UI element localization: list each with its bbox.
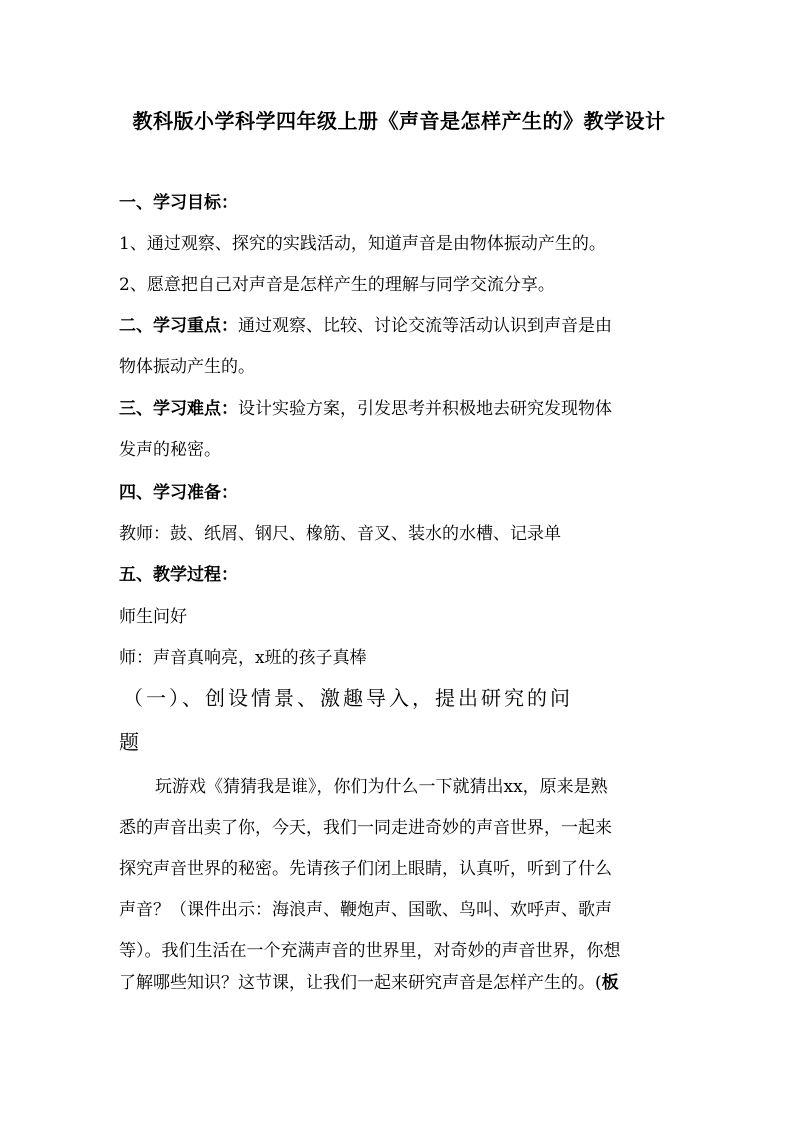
paragraph-line-3: 探究声音世界的秘密。先请孩子们闭上眼睛，认真听，听到了什么	[119, 859, 612, 879]
key-points-line	[119, 314, 612, 338]
difficulty-label: 三、学习难点：	[119, 399, 238, 419]
difficulty-text: 设计实验方案，引发思考并积极地去研究发现物体	[238, 399, 612, 419]
difficulty-line	[119, 397, 612, 421]
teacher-line: 师：声音真响亮，x班的孩子真棒	[119, 648, 367, 668]
key-points-text-cont: 物体振动产生的。	[119, 357, 255, 377]
key-points-text: 通过观察、比较、讨论交流等活动认识到声音是由	[238, 316, 612, 336]
key-points-label: 二、学习重点：	[119, 316, 238, 336]
prep-heading: 四、学习准备：	[119, 483, 238, 503]
paragraph-line-6	[119, 971, 619, 995]
part1-heading: （一）、创设情景、激趣导入，提出研究的问	[123, 686, 573, 710]
paragraph-line-6-text: 了解哪些知识？这节课，让我们一起来研究声音是怎样产生的。(	[119, 973, 602, 993]
paragraph-line-5: 等）。我们生活在一个充满声音的世界里，对奇妙的声音世界，你想	[119, 941, 621, 961]
part1-heading-cont: 题	[119, 730, 142, 754]
goal-item-1: 1、通过观察、探究的实践活动，知道声音是由物体振动产生的。	[119, 234, 606, 254]
document-title: 教科版小学科学四年级上册《声音是怎样产生的》教学设计	[132, 109, 666, 133]
paragraph-line-1: 玩游戏《猜猜我是谁》，你们为什么一下就猜出xx，原来是熟	[155, 777, 608, 797]
goal-item-2: 2、愿意把自己对声音是怎样产生的理解与同学交流分享。	[119, 275, 555, 295]
prep-text: 教师：鼓、纸屑、钢尺、橡筋、音叉、装水的水槽、记录单	[119, 524, 561, 544]
paragraph-line-6-bold: 板	[601, 973, 619, 993]
process-heading: 五、教学过程：	[119, 565, 238, 585]
goals-heading: 一、学习目标：	[119, 193, 238, 213]
paragraph-line-4: 声音？（课件出示：海浪声、鞭炮声、国歌、鸟叫、欢呼声、歌声	[119, 900, 612, 920]
paragraph-line-2: 悉的声音出卖了你，今天，我们一同走进奇妙的声音世界，一起来	[119, 818, 612, 838]
difficulty-text-cont: 发声的秘密。	[119, 440, 221, 460]
greeting-line: 师生问好	[119, 607, 187, 627]
